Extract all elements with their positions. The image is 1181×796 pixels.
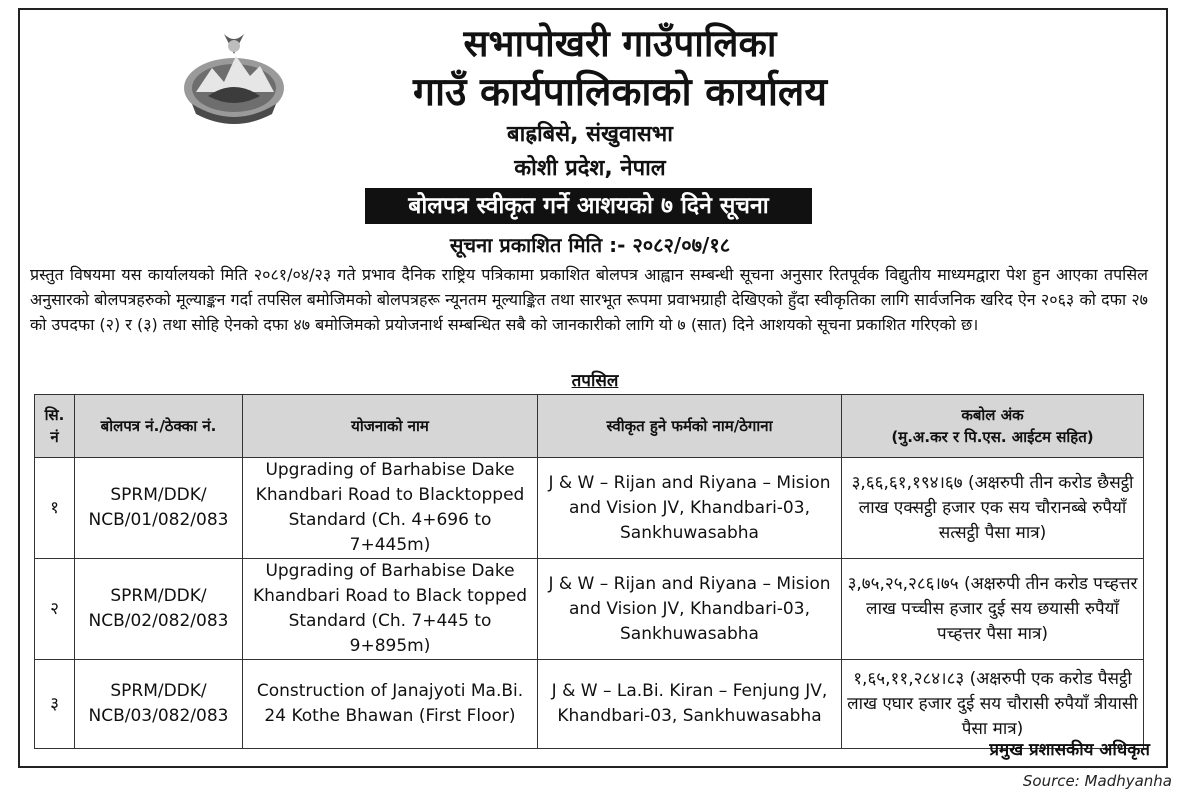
row-amount: ३,७५,२५,२८६।७५ (अक्षरुपी तीन करोड पच्हत्तर लाख पच्चीस हजार दुई सय छयासी रुपैयाँ पच्हत्तर पैसा मात्र) bbox=[842, 559, 1144, 660]
notice-title-banner: बोलपत्र स्वीकृत गर्ने आशयको ७ दिने सूचना bbox=[365, 188, 812, 224]
row-bid-no: SPRM/DDK/ NCB/03/082/083 bbox=[75, 660, 243, 749]
row-sn: १ bbox=[35, 458, 75, 559]
row-bid-no: SPRM/DDK/ NCB/02/082/083 bbox=[75, 559, 243, 660]
row-sn: २ bbox=[35, 559, 75, 660]
publication-date: सूचना प्रकाशित मिति :- २०८२/०७/१८ bbox=[449, 233, 731, 257]
row-firm: J & W – Rijan and Riyana – Mision and Vision JV, Khandbari-03, Sankhuwasabha bbox=[538, 458, 842, 559]
signoff-title: प्रमुख प्रशासकीय अधिकृत bbox=[989, 740, 1150, 760]
municipality-name: सभापोखरी गाउँपालिका bbox=[463, 22, 777, 65]
table-row bbox=[35, 458, 1144, 559]
table-row bbox=[35, 660, 1144, 749]
row-firm: J & W – La.Bi. Kiran – Fenjung JV, Khandbari-03, Sankhuwasabha bbox=[538, 660, 842, 749]
row-amount: १,६५,११,२८४।८३ (अक्षरुपी एक करोड पैसट्ठी लाख एघार हजार दुई सय चौरासी रुपैयाँ त्रीयासी पैसा मात्र) bbox=[842, 660, 1144, 749]
office-name: गाउँ कार्यपालिकाको कार्यालय bbox=[413, 70, 827, 115]
header-bid-no: बोलपत्र नं./ठेक्का नं. bbox=[75, 395, 243, 458]
header-firm: स्वीकृत हुने फर्मको नाम/ठेगाना bbox=[538, 395, 842, 458]
header-sn: सि. नं bbox=[35, 395, 75, 458]
row-sn: ३ bbox=[35, 660, 75, 749]
address-line-2: कोशी प्रदेश, नेपाल bbox=[514, 156, 666, 181]
header-amount bbox=[842, 395, 1144, 458]
table-row bbox=[35, 559, 1144, 660]
row-project: Upgrading of Barhabise Dake Khandbari Road to Black topped Standard (Ch. 7+445 to 9+895m) bbox=[243, 559, 538, 660]
header-amount-line-1: कबोल अंक bbox=[961, 406, 1024, 424]
header-amount-line-2: (मु.अ.कर र पि.एस. आईटम सहित) bbox=[891, 428, 1094, 446]
nepal-emblem-icon bbox=[178, 26, 290, 126]
row-amount: ३,६६,६१,१९४।६७ (अक्षरुपी तीन करोड छैसट्ठी लाख एक्सट्ठी हजार एक सय चौरानब्बे रुपैयाँ सत्सट्ठी पैसा मात्र) bbox=[842, 458, 1144, 559]
row-project: Construction of Janajyoti Ma.Bi. 24 Kothe Bhawan (First Floor) bbox=[243, 660, 538, 749]
notice-body-text: प्रस्तुत विषयमा यस कार्यालयको मिति २०८१/०४/२३ गते प्रभाव दैनिक राष्ट्रिय पत्रिकामा प्रकाशित बोलपत्र आह्वान सम्बन्धी सूचना अनुसार रितपूर्वक विद्युतीय माध्यमद्वारा पेश हुन आएका तपसिल अनुसारको बोलपत्रहरुको मूल्याङ्कन गर्दा तपसिल बमोजिमको बोलपत्रहरू न्यूनतम मूल्याङ्कित तथा सारभूत रूपमा प्रवाभग्राही देखिएको हुँदा स्वीकृतिका लागि सार्वजनिक खरिद ऐन २०६३ को दफा २७ को उपदफा (२) र (३) तथा सोहि ऐनको दफा ४७ बमोजिमको प्रयोजनार्थ सम्बन्धित सबै को जानकारीको लागि यो ७ (सात) दिने आशयको सूचना प्रकाशित गरिएको छ। bbox=[30, 265, 1148, 334]
source-credit: Source: Madhyanha bbox=[1022, 772, 1172, 790]
row-firm: J & W – Rijan and Riyana – Mision and Vision JV, Khandbari-03, Sankhuwasabha bbox=[538, 559, 842, 660]
row-bid-no: SPRM/DDK/ NCB/01/082/083 bbox=[75, 458, 243, 559]
row-project: Upgrading of Barhabise Dake Khandbari Road to Blacktopped Standard (Ch. 4+696 to 7+445m) bbox=[243, 458, 538, 559]
address-line-1: बाह्रबिसे, संखुवासभा bbox=[507, 122, 673, 147]
header-project: योजनाको नाम bbox=[243, 395, 538, 458]
tender-table bbox=[34, 394, 1144, 749]
schedule-title: तपसिल bbox=[571, 371, 619, 391]
table-header-row bbox=[35, 395, 1144, 458]
